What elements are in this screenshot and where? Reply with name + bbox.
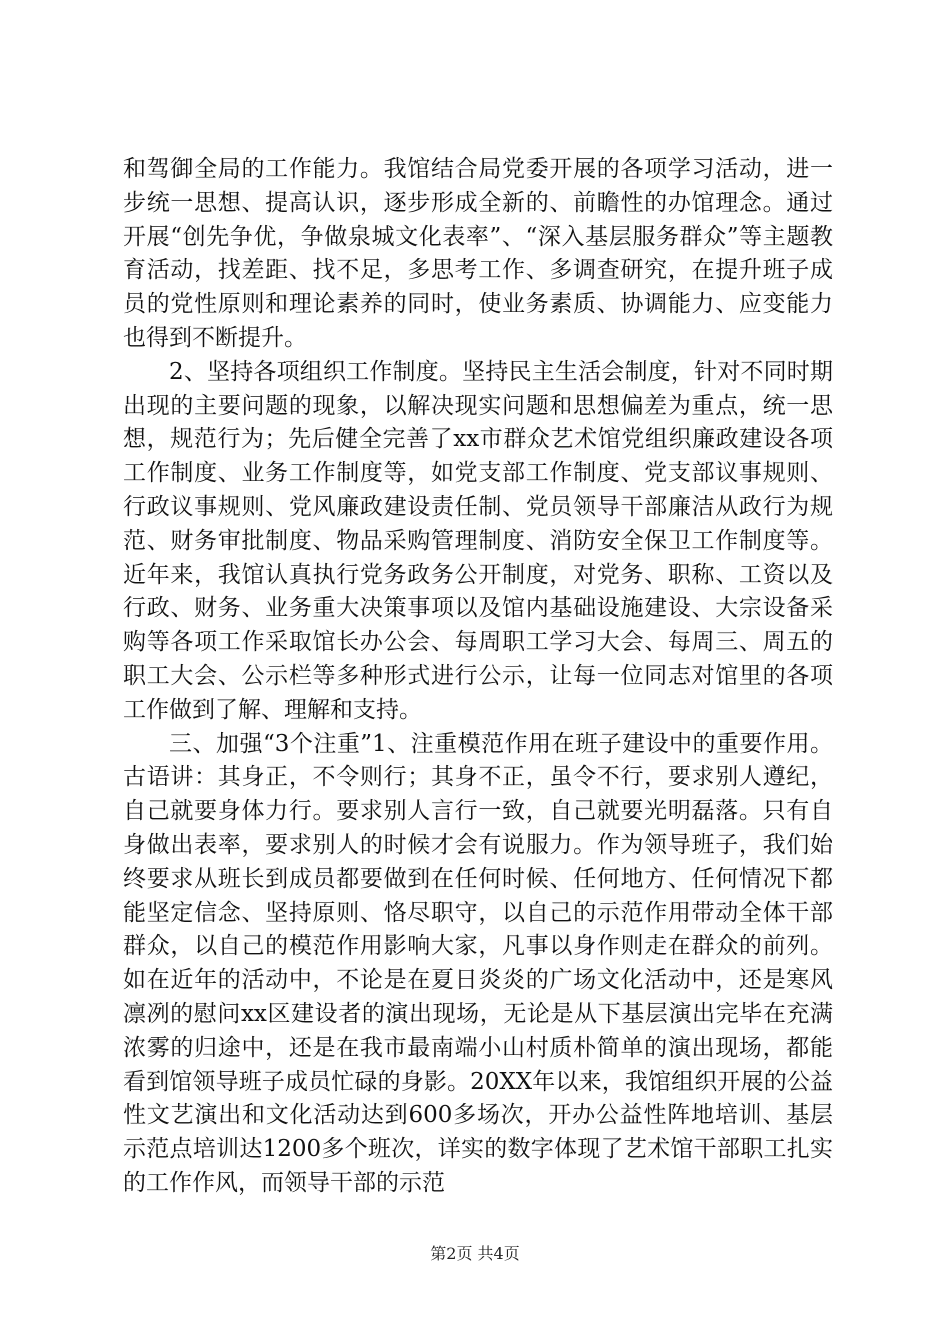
paragraph-1: 和驾御全局的工作能力。我馆结合局党委开展的各项学习活动，进一步统一思想、提高认识，逐步形成全新的、前瞻性的办馆理念。通过开展“创先争优，争做泉城文化表率”、“深入基层服务群众”等主题教育活动，找差距、找不足，多思考工作、多调查研究，在提升班子成员的党性原则和理论素养的同时，使业务素质、协调能力、应变能力也得到不断提升。 [123,156,833,351]
body-text [123,153,833,1201]
paragraph-2: 2、坚持各项组织工作制度。坚持民主生活会制度，针对不同时期出现的主要问题的现象，以解决现实问题和思想偏差为重点，统一思想，规范行为；先后健全完善了xx市群众艺术馆党组织廉政建设各项工作制度、业务工作制度等，如党支部工作制度、党支部议事规则、行政议事规则、党风廉政建设责任制、党员领导干部廉洁从政行为规范、财务审批制度、物品采购管理制度、消防安全保卫工作制度等。近年来，我馆认真执行党务政务公开制度，对党务、职称、工资以及行政、财务、业务重大决策事项以及馆内基础设施建设、大宗设备采购等各项工作采取馆长办公会、每周职工学习大会、每周三、周五的职工大会、公示栏等多种形式进行公示，让每一位同志对馆里的各项工作做到了解、理解和支持。 [123,358,833,723]
paragraph-3: 三、加强“3个注重”1、注重模范作用在班子建设中的重要作用。古语讲：其身正，不令则行；其身不正，虽令不行，要求别人遵纪，自己就要身体力行。要求别人言行一致，自己就要光明磊落。只有自身做出表率，要求别人的时候才会有说服力。作为领导班子，我们始终要求从班长到成员都要做到在任何时候、任何地方、任何情况下都能坚定信念、坚持原则、恪尽职守，以自己的示范作用带动全体干部群众，以自己的模范作用影响大家，凡事以身作则走在群众的前列。如在近年的活动中，不论是在夏日炎炎的广场文化活动中，还是寒风凛冽的慰问xx区建设者的演出现场，无论是从下基层演出完毕在充满浓雾的归途中，还是在我市最南端小山村质朴简单的演出现场，都能看到馆领导班子成员忙碌的身影。20XX年以来，我馆组织开展的公益性文艺演出和文化活动达到600多场次，开办公益性阵地培训、基层示范点培训达1200多个班次，详实的数字体现了艺术馆干部职工扎实的工作作风，而领导干部的示范 [123,730,833,1196]
page-number-footer: 第2页 共4页 [430,1244,520,1263]
